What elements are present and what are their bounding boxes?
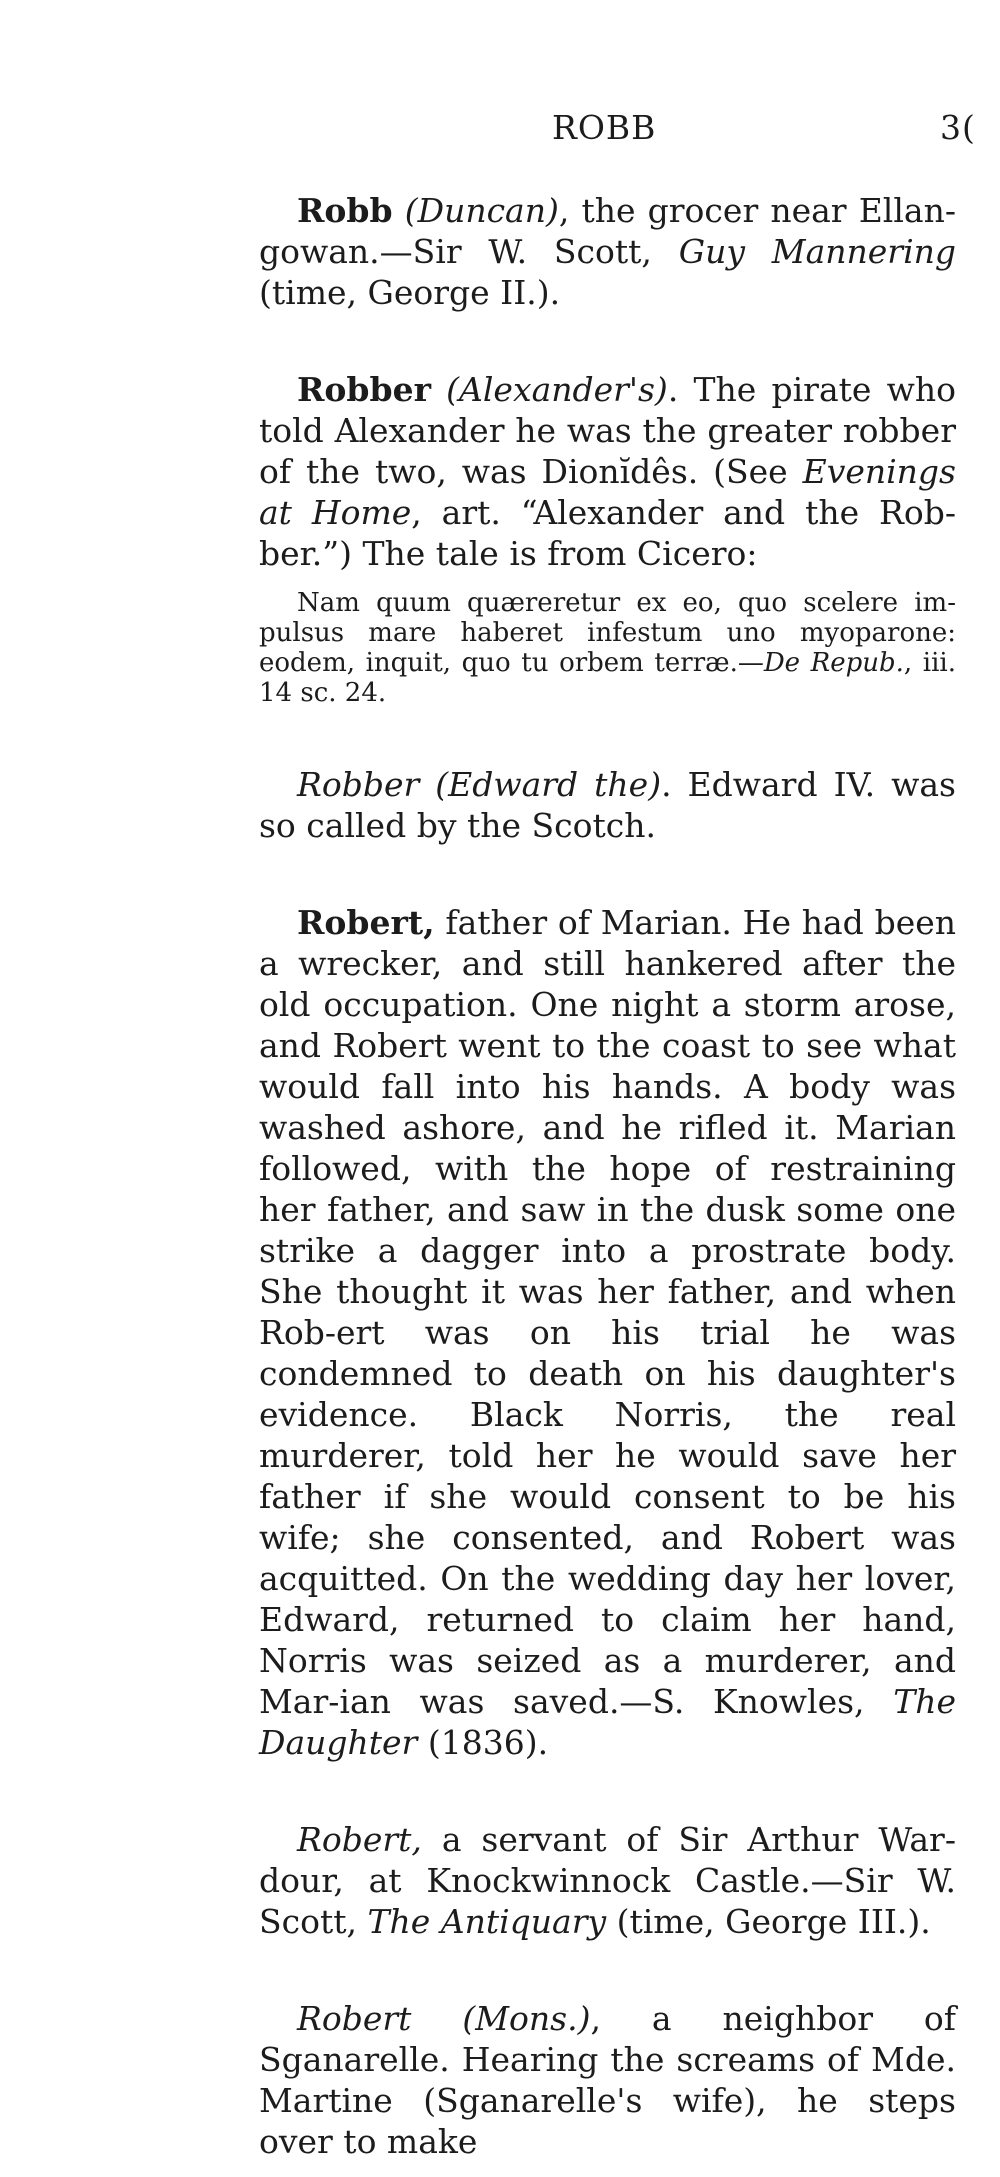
entry-headword: Robb <box>297 191 393 230</box>
running-head <box>0 108 1000 152</box>
entry-text: father of Marian. He had been a wrecker, and still hankered after the old occupation. One night a storm arose, and Robert went to the coast to see what would fall into his hands. A body was washed ashore, and he rifled it. Marian followed, with the hope of restraining her father, and saw in the dusk some one strike a dagger into a prostrate body. She thought it was her father, and when Rob-ert was on his trial he was condemned to death on his daughter's evidence. Black Norris, the real murderer, told her he would save her father if she would consent to be his wife; she consented, and Robert was acquitted. On the wedding day her lover, Edward, returned to claim her hand, Norris was seized as a murderer, and Mar-ian was saved.—S. Knowles, <box>259 903 956 1721</box>
running-head-title: ROBB <box>552 108 657 147</box>
page-number: 3( <box>940 108 976 147</box>
entry-text: a servant of Sir Arthur War-dour, at Knockwinnock Castle.—Sir W. Scott, <box>259 1820 956 1941</box>
quote-text: Nam quum quæreretur ex eo, quo scelere im-pulsus mare haberet infestum uno myoparone: eodem, inquit, quo tu orbem terræ.— <box>259 588 956 678</box>
latin-quotation <box>259 588 956 708</box>
entry-qualifier: (Mons.) <box>462 1999 591 2038</box>
entry-headword: Robber <box>297 370 431 409</box>
entry-work-title: Evenings at Home <box>259 452 956 532</box>
entry-headword: Robber <box>297 765 420 804</box>
entry-robert-servant <box>259 1819 956 1942</box>
entry-text: . The pirate who told Alexander he was the greater robber of the two, was Dionĭdês. (See <box>259 370 956 491</box>
entry-robert-father-of-marian <box>259 902 956 1763</box>
entry-text: (time, George III.). <box>606 1902 931 1941</box>
quote-source: De Repub. <box>763 648 904 678</box>
entry-text: (1836). <box>417 1723 549 1762</box>
entry-text: , a neighbor of Sganarelle. Hearing the screams of Mde. Martine (Sganarelle's wife), he steps over to make <box>259 1999 956 2161</box>
entry-robb-duncan <box>259 190 956 313</box>
text-column <box>259 190 956 2162</box>
entry-text: . Edward IV. was so called by the Scotch. <box>259 765 956 845</box>
entry-text: , art. “Alexander and the Rob-ber.”) The tale is from Cicero: <box>259 493 956 573</box>
entry-work-title: The Daughter <box>259 1682 956 1762</box>
entry-headword: Robert, <box>297 1820 422 1859</box>
entry-headword: Robert, <box>297 903 435 942</box>
entry-work-title: Guy Mannering <box>678 232 956 271</box>
entry-qualifier: (Duncan) <box>404 191 559 230</box>
entry-qualifier: (Edward the) <box>435 765 662 804</box>
entry-qualifier: (Alexander's) <box>446 370 668 409</box>
entry-text: , the grocer near Ellan-gowan.—Sir W. Scott, <box>259 191 956 271</box>
entry-headword: Robert <box>297 1999 412 2038</box>
quote-reference: , iii. 14 sc. 24. <box>259 648 956 708</box>
entry-work-title: The Antiquary <box>367 1902 607 1941</box>
entry-robber-edward <box>259 764 956 846</box>
entry-robber-alexanders <box>259 369 956 574</box>
entry-text: (time, George II.). <box>259 273 561 312</box>
entry-robert-mons <box>259 1998 956 2162</box>
